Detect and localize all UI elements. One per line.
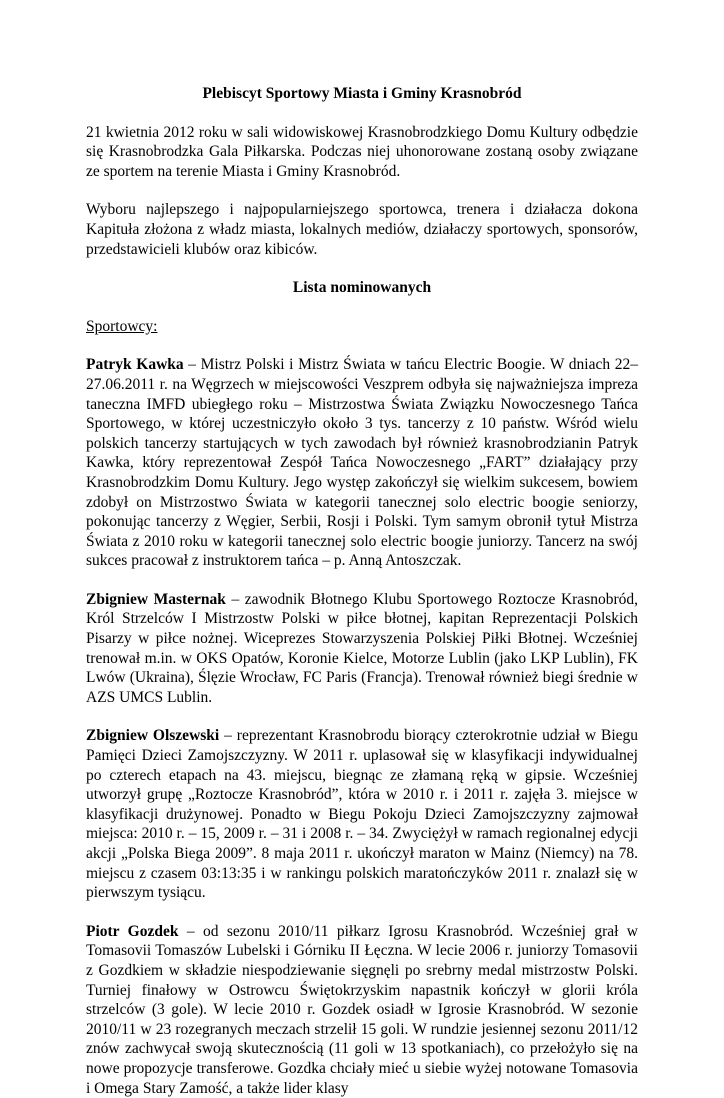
nominee-name: Zbigniew Masternak bbox=[86, 590, 226, 608]
intro-paragraph: Wyboru najlepszego i najpopularniejszego sportowca, trenera i działacza dokona Kapituła złożona z władz miasta, lokalnych mediów, działaczy sportowych, sponsorów, przedstawicieli klubów oraz kibiców. bbox=[86, 201, 638, 258]
nominee-description: – reprezentant Krasnobrodu biorący czterokrotnie udział w Biegu Pamięci Dzieci Zamojszczyzny. W 2011 r. uplasował się w klasyfikacji indywidualnej po czterech etapach na 43. miejscu, biegnąc ze złamaną ręką w gipsie. Wcześniej utworzył grupę „Roztocze Krasnobród”, która w 2010 r. i 2011 r. zajęła 3. miejsce w klasyfikacji drużynowej. Ponadto w Biegu Pokoju Dzieci Zamojszczyzny zajmował miejsca: 2010 r. – 15, 2009 r. – 31 i 2008 r. – 34. Zwyciężył w ramach regionalnej edycji akcji „Polska Biega 2009”. 8 maja 2011 r. ukończył maraton w Mainz (Niemcy) na 78. miejscu z czasem 03:13:35 i w rankingu polskich maratończyków 2011 r. znalazł się w pierwszym tysiącu. bbox=[86, 727, 639, 902]
nominee-entry bbox=[86, 726, 638, 902]
nominee-description: – zawodnik Błotnego Klubu Sportowego Roztocze Krasnobród, Król Strzelców I Mistrzostw Polski w piłce błotnej, kapitan Reprezentacji Polskich Pisarzy w piłce nożnej. Wiceprezes Stowarzyszenia Polskiej Piłki Błotnej. Wcześniej trenował m.in. w OKS Opatów, Koronie Kielce, Motorze Lublin (jako LKP Lublin), FK Lwów (Ukraina), Ślęzie Wrocław, FC Paris (Francja). Trenował również biegi średnie w AZS UMCS Lublin. bbox=[86, 590, 639, 706]
nominee-name: Zbigniew Olszewski bbox=[86, 727, 220, 745]
nominee-description: – od sezonu 2010/11 piłkarz Igrosu Krasnobród. Wcześniej grał w Tomasovii Tomaszów Lubelski i Górniku II Łęczna. W lecie 2006 r. juniorzy Tomasovii z Gozdkiem w składzie niespodziewanie sięgnęli po srebrny medal mistrzostw Polski. Turniej finałowy w Ostrowcu Świętokrzyskim napastnik kończył w glorii króla strzelców (3 gole). W lecie 2010 r. Gozdek osiadł w Igrosie Krasnobród. W sezonie 2010/11 w 23 rozegranych meczach strzelił 15 goli. W rundzie jesiennej sezonu 2011/12 znów zachwycał swoją skutecznością (11 goli w 13 spotkaniach), co przełożyło się na nowe propozycje transferowe. Gozdka chciały mieć u siebie wyżej notowane Tomasovia i Omega Stary Zamość, a także lider klasy bbox=[86, 922, 638, 1097]
nominees-list-heading: Lista nominowanych bbox=[292, 279, 432, 297]
nominee-entry bbox=[86, 355, 638, 571]
nominee-entry bbox=[86, 590, 638, 708]
intro-paragraph: 21 kwietnia 2012 roku w sali widowiskowej Krasnobrodzkiego Domu Kultury odbędzie się Krasnobrodzka Gala Piłkarska. Podczas niej uhonorowane zostaną osoby związane ze sportem na terenie Miasta i Gminy Krasnobród. bbox=[86, 123, 638, 180]
section-label-athletes: Sportowcy: bbox=[86, 317, 158, 335]
nominee-name: Piotr Gozdek bbox=[86, 922, 179, 940]
nominee-name: Patryk Kawka bbox=[86, 356, 184, 374]
nominee-description: – Mistrz Polski i Mistrz Świata w tańcu Electric Boogie. W dniach 22–27.06.2011 r. na Węgrzech w miejscowości Veszprem odbyła się najważniejsza impreza taneczna IMFD ubiegłego roku – Mistrzostwa Świata Związku Nowoczesnego Tańca Sportowego, w której uczestniczyło około 3 tys. tancerzy z 10 państw. Wśród wielu polskich tancerzy startujących w tych zawodach był również krasnobrodzianin Patryk Kawka, który reprezentował Zespół Tańca Nowoczesnego „FART” działający przy Krasnobrodzkim Domu Kultury. Jego występ zakończył się wielkim sukcesem, bowiem zdobył on Mistrzostwo Świata w kategorii tanecznej solo electric boogie seniorzy, pokonując tancerzy z Węgier, Serbii, Rosji i Polski. Tym samym obronił tytuł Mistrza Świata z 2010 roku w kategorii tanecznej solo electric boogie juniorzy. Tancerz na swój sukces pracował z instruktorem tańca – p. Anną Antoszczak. bbox=[86, 356, 638, 570]
nominee-entry bbox=[86, 922, 638, 1098]
document-title: Plebiscyt Sportowy Miasta i Gminy Krasnobród bbox=[202, 85, 522, 102]
